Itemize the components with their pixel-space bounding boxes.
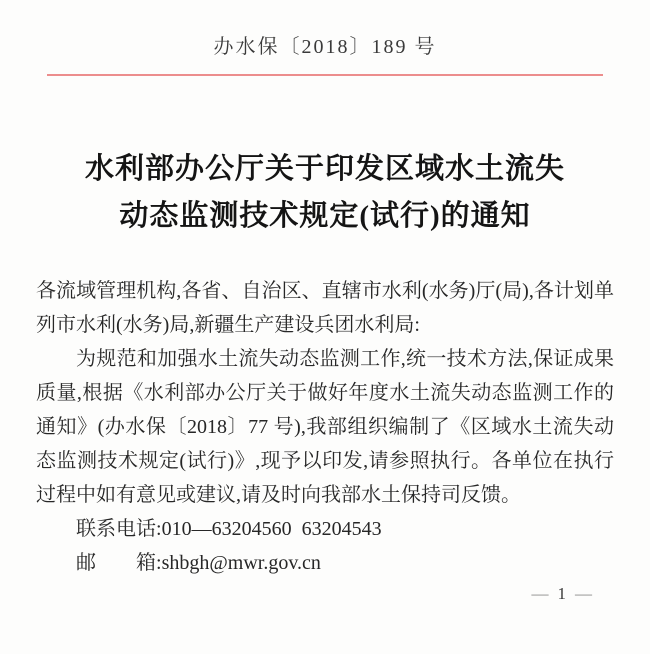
recipients-paragraph: 各流域管理机构,各省、自治区、直辖市水利(水务)厅(局),各计划单列市水利(水务)局,新疆生产建设兵团水利局: [36,280,614,336]
page-number-right-dash: — [575,584,592,603]
page-number-left-dash: — [531,584,549,603]
document-body [36,274,614,580]
email-value: shbgh@mwr.gov.cn [161,552,321,574]
email-colon: : [156,552,162,574]
red-divider-line [47,74,603,76]
email-line [36,546,614,580]
main-paragraph: 为规范和加强水土流失动态监测工作,统一技术方法,保证成果质量,根据《水利部办公厅关于做好年度水土流失动态监测工作的通知》(办水保〔2018〕77 号),我部组织编制了《区域水土流失动态监测技术规定(试行)》,现予以印发,请参照执行。各单位在执行过程中如有意见或建议,请及时向我部水土保持司反馈。 [36,348,614,506]
phone-colon: : [156,518,162,540]
phone-line [36,512,614,546]
email-label: 邮箱 [76,552,156,574]
title-line-2: 动态监测技术规定(试行)的通知 [119,200,531,232]
document-number: 办水保〔2018〕189 号 [213,36,437,58]
page-number-value: 1 [557,584,566,603]
document-title [0,146,650,240]
phone-value: 010—63204560 63204543 [161,518,382,540]
phone-label: 联系电话 [76,518,156,540]
page-number [532,584,593,604]
title-line-1: 水利部办公厅关于印发区域水土流失 [84,153,565,185]
